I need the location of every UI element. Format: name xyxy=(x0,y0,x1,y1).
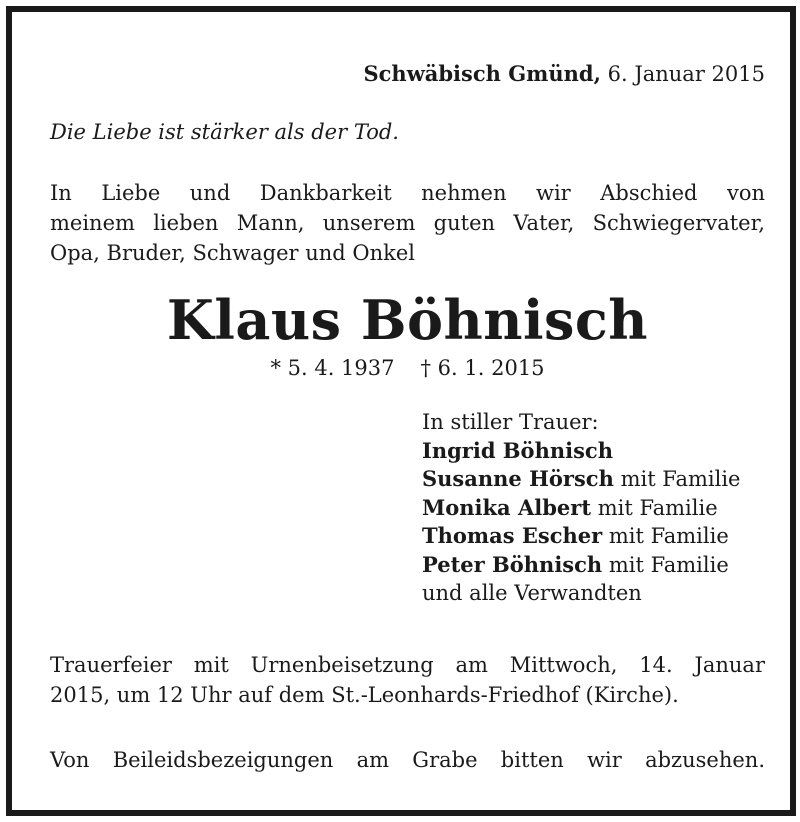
mourner-row xyxy=(422,494,740,523)
obituary-frame xyxy=(6,6,796,816)
place-date-line xyxy=(363,60,765,88)
intro-line: meinem lieben Mann, unserem guten Vater, Schwiegervater, xyxy=(50,211,765,235)
intro-line: In Liebe und Dankbarkeit nehmen wir Abschied von xyxy=(50,181,765,205)
death-date: † 6. 1. 2015 xyxy=(420,356,545,380)
mourner-name: Ingrid Böhnisch xyxy=(422,437,613,463)
mourner-suffix: mit Familie xyxy=(608,552,729,577)
mourner-name: Monika Albert xyxy=(422,494,592,520)
mourner-row xyxy=(422,551,740,580)
mourner-name: Thomas Escher xyxy=(422,523,603,548)
place-name: Schwäbisch Gmünd, xyxy=(363,61,601,86)
notice-date: 6. Januar 2015 xyxy=(607,62,765,86)
life-dates xyxy=(50,354,765,382)
mourners-closing: und alle Verwandten xyxy=(422,581,642,605)
deceased-name: Klaus Böhnisch xyxy=(166,288,649,352)
mourner-row xyxy=(422,522,740,551)
mourner-row xyxy=(422,465,740,494)
mourner-name: Peter Böhnisch xyxy=(422,551,603,577)
mourner-name: Susanne Hörsch xyxy=(422,466,614,491)
birth-date: * 5. 4. 1937 xyxy=(270,356,395,380)
intro-line: Opa, Bruder, Schwager und Onkel xyxy=(50,241,416,265)
motto: Die Liebe ist stärker als der Tod. xyxy=(50,120,399,144)
mourner-suffix: mit Familie xyxy=(608,524,729,548)
obituary-content xyxy=(50,12,765,810)
funeral-details xyxy=(50,650,765,710)
mourner-suffix: mit Familie xyxy=(597,495,718,520)
mourner-suffix: mit Familie xyxy=(620,467,741,491)
funeral-line: 2015, um 12 Uhr auf dem St.-Leonhards-Friedhof (Kirche). xyxy=(50,683,679,707)
mourners-block xyxy=(422,408,740,608)
mourner-row xyxy=(422,437,740,466)
closing-note: Von Beileidsbezeigungen am Grabe bitten wir abzusehen. xyxy=(50,748,765,772)
funeral-line: Trauerfeier mit Urnenbeisetzung am Mittwoch, 14. Januar xyxy=(50,653,765,677)
intro-paragraph xyxy=(50,178,765,268)
mourners-heading: In stiller Trauer: xyxy=(422,410,599,434)
